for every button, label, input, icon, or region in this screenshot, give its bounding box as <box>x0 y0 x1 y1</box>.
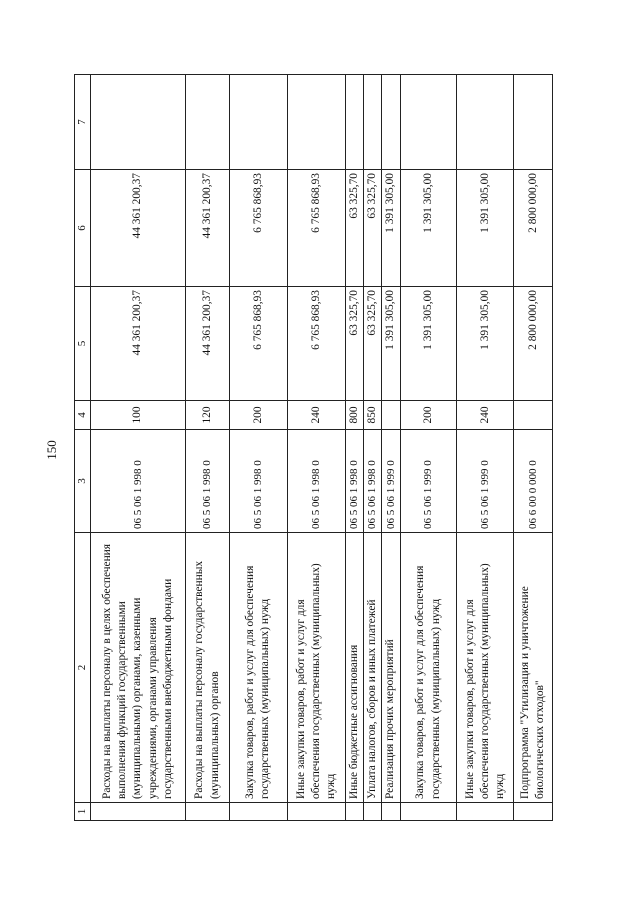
empty-cell <box>287 75 345 170</box>
amount-cell: 1 391 305,00 <box>382 287 400 401</box>
expense-name-cell: Иные бюджетные ассигнования <box>345 533 363 803</box>
target-article-code-cell: 06 5 06 1 999 0 <box>382 430 400 533</box>
expense-name-cell: Закупка товаров, работ и услуг для обеспечения государственных (муниципальных) нужд <box>400 533 457 803</box>
table-row <box>345 75 363 821</box>
amount-cell: 1 391 305,00 <box>457 287 514 401</box>
expense-type-code-cell: 240 <box>457 401 514 430</box>
table-row <box>382 75 400 821</box>
amount-cell: 1 391 305,00 <box>400 170 457 287</box>
row-index-cell <box>400 803 457 821</box>
amount-cell: 44 361 200,37 <box>186 287 230 401</box>
expense-type-code-cell <box>514 401 553 430</box>
row-index-cell <box>287 803 345 821</box>
amount-cell: 1 391 305,00 <box>400 287 457 401</box>
empty-cell <box>186 75 230 170</box>
empty-cell <box>90 75 185 170</box>
target-article-code-cell: 06 5 06 1 998 0 <box>287 430 345 533</box>
amount-cell: 1 391 305,00 <box>457 170 514 287</box>
row-index-cell <box>229 803 287 821</box>
target-article-code-cell: 06 5 06 1 999 0 <box>457 430 514 533</box>
table-row <box>400 75 457 821</box>
amount-cell: 63 325,70 <box>363 287 381 401</box>
table-row <box>514 75 553 821</box>
row-index-cell <box>457 803 514 821</box>
row-index-cell <box>514 803 553 821</box>
amount-cell: 63 325,70 <box>363 170 381 287</box>
expense-type-code-cell: 240 <box>287 401 345 430</box>
page-number: 150 <box>44 440 59 460</box>
target-article-code-cell: 06 6 00 0 000 0 <box>514 430 553 533</box>
amount-cell: 63 325,70 <box>345 170 363 287</box>
amount-cell: 44 361 200,37 <box>90 287 185 401</box>
table-row <box>229 75 287 821</box>
expense-name-cell: Уплата налогов, сборов и иных платежей <box>363 533 381 803</box>
target-article-code-cell: 06 5 06 1 998 0 <box>186 430 230 533</box>
amount-cell: 6 765 868,93 <box>229 287 287 401</box>
empty-cell <box>514 75 553 170</box>
row-index-cell <box>363 803 381 821</box>
table-row <box>186 75 230 821</box>
empty-cell <box>382 75 400 170</box>
expense-type-code-cell: 120 <box>186 401 230 430</box>
expense-name-cell: Подпрограмма "Утилизация и уничтожение биологических отходов" <box>514 533 553 803</box>
target-article-code-cell: 06 5 06 1 998 0 <box>229 430 287 533</box>
target-article-code-cell: 06 5 06 1 998 0 <box>90 430 185 533</box>
table-row <box>457 75 514 821</box>
amount-cell: 2 800 000,00 <box>514 287 553 401</box>
column-header-7: 7 <box>75 75 91 170</box>
amount-cell: 6 765 868,93 <box>229 170 287 287</box>
empty-cell <box>345 75 363 170</box>
row-index-cell <box>90 803 185 821</box>
amount-cell: 6 765 868,93 <box>287 170 345 287</box>
amount-cell: 6 765 868,93 <box>287 287 345 401</box>
row-index-cell <box>186 803 230 821</box>
expense-name-cell: Иные закупки товаров, работ и услуг для обеспечения государственных (муниципальных) нужд <box>287 533 345 803</box>
expense-name-cell: Расходы на выплаты персоналу в целях обеспечения выполнения функций государственными (муниципальными) органами, казенными учреждениями, органами управления государственными внебюджетными фондами <box>90 533 185 803</box>
expense-type-code-cell: 100 <box>90 401 185 430</box>
empty-cell <box>400 75 457 170</box>
expense-type-code-cell: 200 <box>400 401 457 430</box>
expense-name-cell: Закупка товаров, работ и услуг для обеспечения государственных (муниципальных) нужд <box>229 533 287 803</box>
amount-cell: 63 325,70 <box>345 287 363 401</box>
expense-type-code-cell: 200 <box>229 401 287 430</box>
amount-cell: 1 391 305,00 <box>382 170 400 287</box>
column-header-2: 2 <box>75 533 91 803</box>
target-article-code-cell: 06 5 06 1 999 0 <box>400 430 457 533</box>
table-header-row <box>75 75 91 821</box>
budget-table <box>74 74 553 821</box>
rotated-budget-table-wrapper <box>74 75 553 821</box>
expense-type-code-cell <box>382 401 400 430</box>
empty-cell <box>363 75 381 170</box>
column-header-4: 4 <box>75 401 91 430</box>
expense-name-cell: Иные закупки товаров, работ и услуг для обеспечения государственных (муниципальных) нужд <box>457 533 514 803</box>
column-header-6: 6 <box>75 170 91 287</box>
expense-name-cell: Реализация прочих мероприятий <box>382 533 400 803</box>
expense-type-code-cell: 800 <box>345 401 363 430</box>
amount-cell: 2 800 000,00 <box>514 170 553 287</box>
table-row <box>90 75 185 821</box>
target-article-code-cell: 06 5 06 1 998 0 <box>363 430 381 533</box>
target-article-code-cell: 06 5 06 1 998 0 <box>345 430 363 533</box>
amount-cell: 44 361 200,37 <box>90 170 185 287</box>
column-header-5: 5 <box>75 287 91 401</box>
row-index-cell <box>345 803 363 821</box>
empty-cell <box>457 75 514 170</box>
column-header-3: 3 <box>75 430 91 533</box>
row-index-cell <box>382 803 400 821</box>
amount-cell: 44 361 200,37 <box>186 170 230 287</box>
expense-type-code-cell: 850 <box>363 401 381 430</box>
table-row <box>287 75 345 821</box>
expense-name-cell: Расходы на выплаты персоналу государственных (муниципальных) органов <box>186 533 230 803</box>
empty-cell <box>229 75 287 170</box>
column-header-1: 1 <box>75 803 91 821</box>
table-row <box>363 75 381 821</box>
